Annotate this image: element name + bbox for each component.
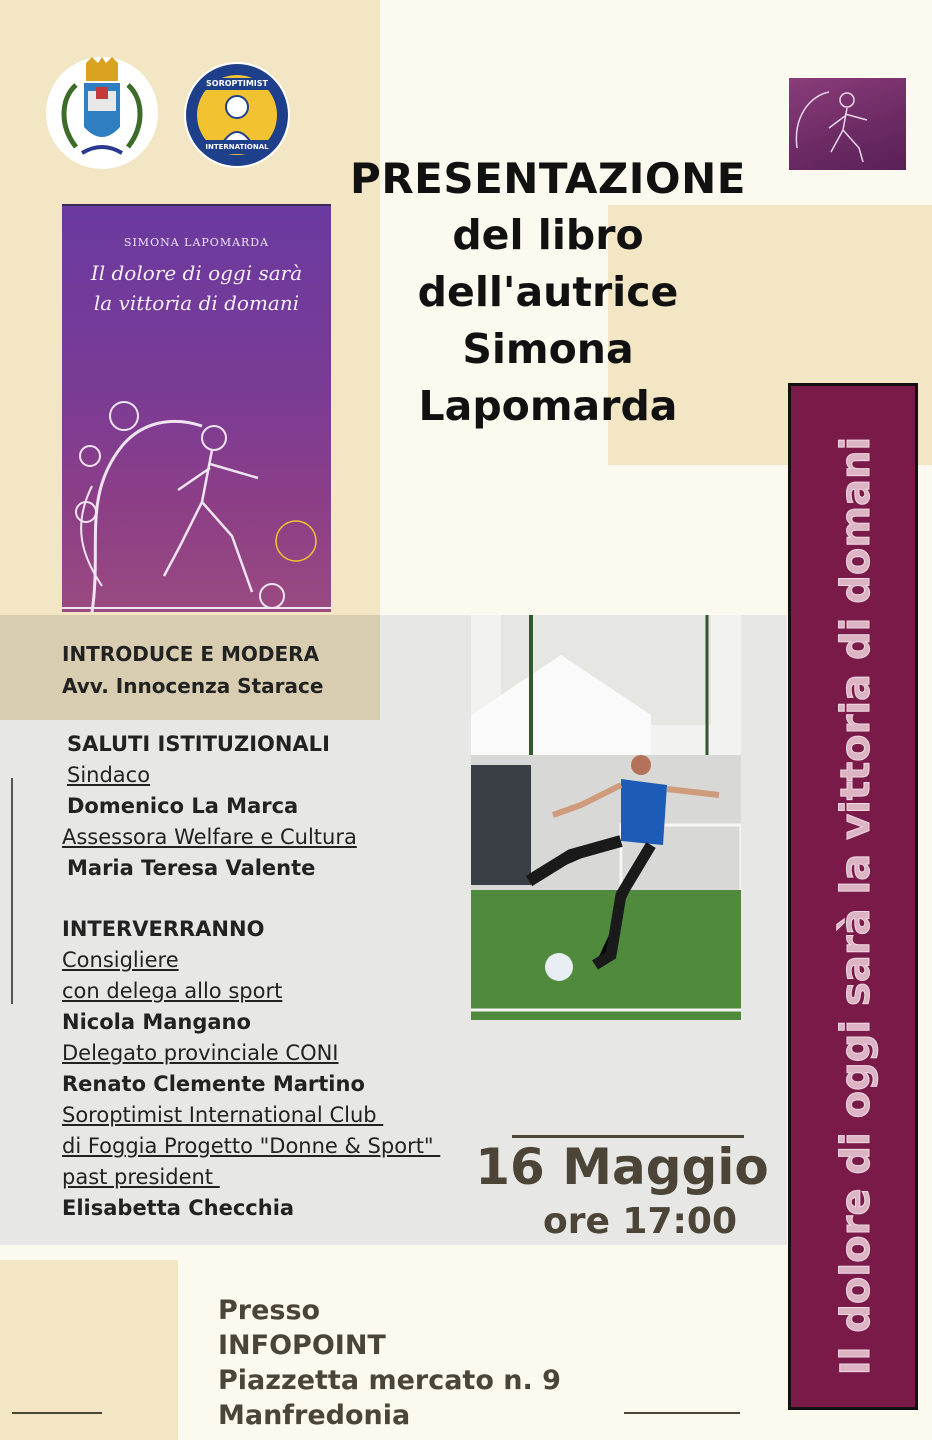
title-line-presentazione: PRESENTAZIONE [350, 154, 746, 203]
interverranno-name-checchia: Elisabetta Checchia [62, 1196, 295, 1220]
saluti-role-assessora: Assessora Welfare e Cultura [62, 825, 357, 849]
title-line-del-libro: del libro [452, 211, 644, 259]
interverranno-heading: INTERVERRANNO [62, 917, 265, 941]
title-line-simona: Simona [462, 325, 634, 373]
book-illustration-icon [62, 386, 331, 612]
footballer-sketch-icon [789, 78, 906, 170]
saluti-section [62, 729, 357, 884]
interverranno-name-martino: Renato Clemente Martino [62, 1072, 365, 1096]
interverranno-role-consigliere: Consigliere [62, 948, 179, 972]
event-time: ore 17:00 [542, 1201, 738, 1242]
interverranno-role-delega: con delega allo sport [62, 979, 283, 1003]
book-cover [62, 204, 331, 612]
footballer-photo [471, 615, 741, 1020]
venue-section [218, 1293, 561, 1433]
book-title-line2: la vittoria di domani [93, 291, 300, 315]
intro-moderator-name: Avv. Innocenza Starace [62, 674, 324, 698]
venue-name: INFOPOINT [218, 1330, 386, 1361]
book-title-line1: Il dolore di oggi sarà [90, 261, 303, 285]
saluti-heading: SALUTI ISTITUZIONALI [67, 732, 330, 756]
intro-heading: INTRODUCE E MODERA [62, 642, 320, 666]
title-line-lapomarda: Lapomarda [418, 382, 678, 430]
title-line-dell-autrice: dell'autrice [417, 268, 679, 316]
event-title [330, 150, 766, 435]
interverranno-section [62, 914, 440, 1224]
venue-presso: Presso [218, 1295, 321, 1326]
venue-city: Manfredonia [218, 1400, 411, 1431]
book-title [62, 258, 331, 318]
soroptimist-logo-bottom-text: INTERNATIONAL [205, 143, 269, 151]
crest-icon [46, 57, 158, 169]
saluti-name-assessora: Maria Teresa Valente [67, 856, 316, 880]
soroptimist-logo-top-text: SOROPTIMIST [206, 79, 268, 88]
footballer-thumbnail [789, 78, 906, 170]
soroptimist-logo [184, 62, 290, 168]
interverranno-name-mangano: Nicola Mangano [62, 1010, 251, 1034]
event-date: 16 Maggio [475, 1138, 769, 1196]
book-author: SIMONA LAPOMARDA [123, 236, 270, 249]
intro-section [62, 638, 323, 702]
saluti-role-sindaco: Sindaco [67, 763, 151, 787]
saluti-name-sindaco: Domenico La Marca [67, 794, 299, 818]
section-divider-line [11, 778, 13, 1004]
comune-crest-logo [46, 57, 158, 169]
interverranno-role-soroptimist: Soroptimist International Club [62, 1103, 384, 1127]
footballer-photo-icon [471, 615, 741, 1020]
bottom-right-rule [624, 1412, 740, 1414]
interverranno-role-past-president: past president [62, 1165, 220, 1189]
bottom-left-rule [12, 1412, 102, 1414]
venue-address: Piazzetta mercato n. 9 [218, 1365, 561, 1396]
banner-slogan: Il dolore di oggi sarà la vittoria di domani [833, 436, 879, 1376]
interverranno-role-coni: Delegato provinciale CONI [62, 1041, 339, 1065]
interverranno-role-progetto: di Foggia Progetto "Donne & Sport" [62, 1134, 441, 1158]
